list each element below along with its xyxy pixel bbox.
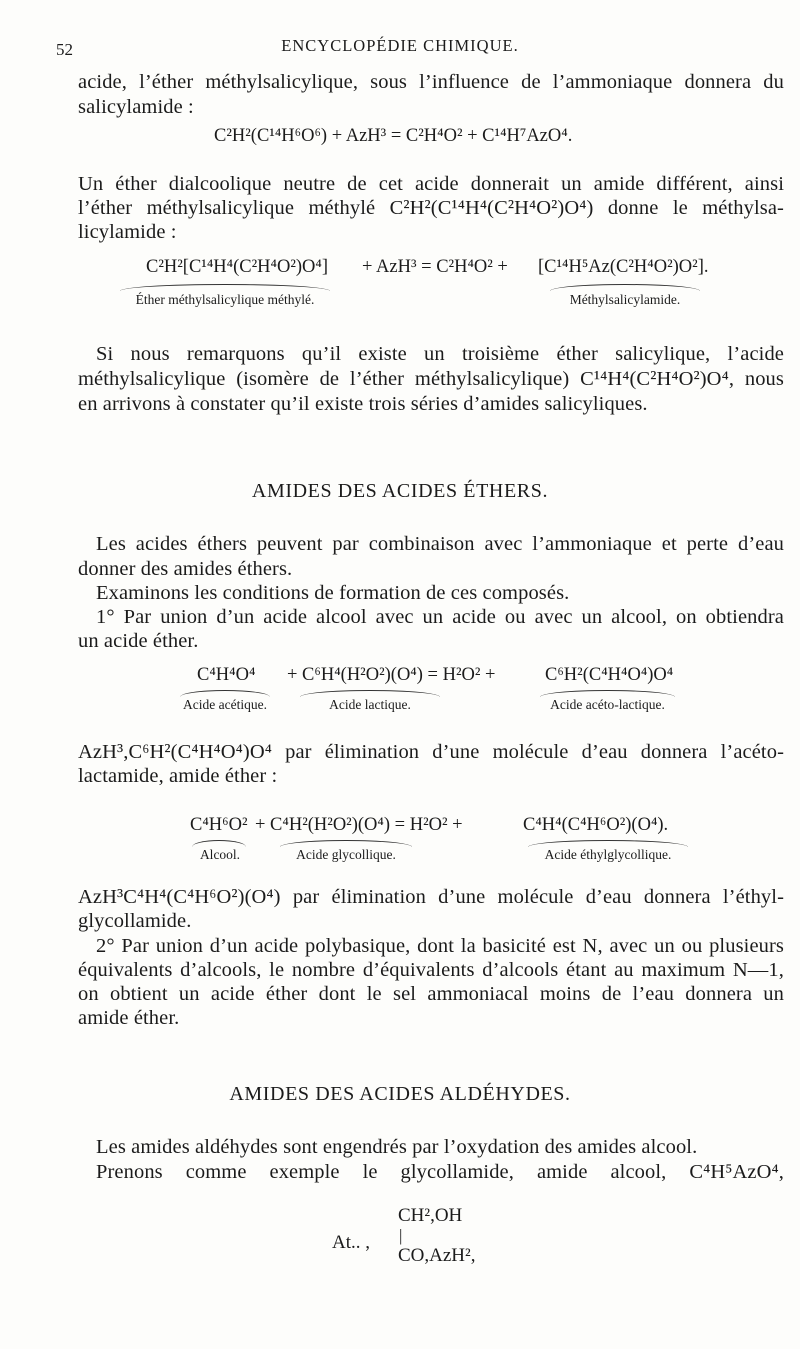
text-line: 2° Par union d’un acide polybasique, dont la basicité est N, avec un ou plusieurs — [96, 935, 784, 957]
structure-prefix: At.. , — [332, 1232, 370, 1253]
text-line: AzH³C⁴H⁴(C⁴H⁶O²)(O⁴) par élimination d’une molécule d’eau donnera l’éthyl- — [78, 886, 784, 908]
text-line: glycollamide. — [78, 910, 192, 932]
text-line: licylamide : — [78, 221, 177, 243]
section-heading: AMIDES DES ACIDES ÉTHERS. — [251, 480, 549, 502]
structure-bond: | — [399, 1226, 403, 1245]
text-line: Prenons comme exemple le glycollamide, amide alcool, C⁴H⁵AzO⁴, — [96, 1161, 784, 1183]
equation-salicylamide: C²H²(C¹⁴H⁶O⁶) + AzH³ = C²H⁴O² + C¹⁴H⁷AzO⁴. — [214, 126, 573, 146]
text-line: méthylsalicylique (isomère de l’éther méthylsalicylique) C¹⁴H⁴(C²H⁴O²)O⁴, nous — [78, 368, 784, 390]
formula-caption: Alcool. — [199, 847, 241, 862]
equation-formula-part: C⁴H⁶O² — [190, 815, 248, 835]
formula-caption: Acide lactique. — [329, 697, 411, 712]
equation-formula-part: + AzH³ = C²H⁴O² + — [362, 257, 508, 277]
equation-formula-part: C⁴H⁴(C⁴H⁶O²)(O⁴). — [523, 815, 669, 835]
underbrace — [550, 284, 700, 291]
formula-caption: Acide acéto-lactique. — [550, 697, 665, 712]
section-heading: AMIDES DES ACIDES ALDÉHYDES. — [229, 1083, 571, 1105]
text-line: on obtient un acide éther dont le sel ammoniacal moins de l’eau donnera un — [78, 983, 784, 1005]
text-line: 1° Par union d’un acide alcool avec un acide ou avec un alcool, on obtiendra — [96, 606, 784, 628]
formula-caption: Acide glycollique. — [296, 847, 396, 862]
underbrace — [280, 840, 412, 847]
structure-top-group: CH²,OH — [398, 1205, 463, 1226]
text-line: salicylamide : — [78, 96, 194, 118]
running-title: ENCYCLOPÉDIE CHIMIQUE. — [281, 36, 519, 55]
equation-formula-part: + C⁴H²(H²O²)(O⁴) = H²O² + — [255, 815, 463, 835]
text-line: un acide éther. — [78, 630, 199, 652]
equation-formula-part: [C¹⁴H⁵Az(C²H⁴O²)O²]. — [538, 257, 709, 277]
text-line: en arrivons à constater qu’il existe trois séries d’amides salicyliques. — [78, 393, 648, 415]
text-line: Les acides éthers peuvent par combinaison avec l’ammoniaque et perte d’eau — [96, 533, 784, 555]
formula-caption: Acide éthylglycollique. — [544, 847, 672, 862]
equation-formula-part: C⁶H²(C⁴H⁴O⁴)O⁴ — [545, 665, 674, 685]
text-line: Si nous remarquons qu’il existe un troisième éther salicylique, l’acide — [96, 343, 784, 365]
text-line: Les amides aldéhydes sont engendrés par l’oxydation des amides alcool. — [96, 1136, 698, 1158]
underbrace — [540, 690, 675, 697]
text-line: lactamide, amide éther : — [78, 765, 278, 787]
text-line: acide, l’éther méthylsalicylique, sous l’influence de l’ammoniaque donnera du — [78, 71, 784, 93]
underbrace — [300, 690, 440, 697]
text-line: équivalents d’alcools, le nombre d’équivalents d’alcools étant au maximum N—1, — [78, 959, 784, 981]
text-line: donner des amides éthers. — [78, 558, 293, 580]
equation-formula-part: C²H²[C¹⁴H⁴(C²H⁴O²)O⁴] — [146, 257, 328, 277]
underbrace — [192, 840, 246, 847]
equation-formula-part: + C⁶H⁴(H²O²)(O⁴) = H²O² + — [287, 665, 496, 685]
underbrace — [528, 840, 688, 847]
text-line: amide éther. — [78, 1007, 180, 1029]
structure-bottom-group: CO,AzH², — [398, 1245, 476, 1266]
text-line: Examinons les conditions de formation de ces composés. — [96, 582, 570, 604]
text-line: Un éther dialcoolique neutre de cet acide donnerait un amide différent, ainsi — [78, 173, 784, 195]
page-number: 52 — [56, 40, 73, 59]
text-line: AzH³,C⁶H²(C⁴H⁴O⁴)O⁴ par élimination d’une molécule d’eau donnera l’acéto- — [78, 741, 784, 763]
formula-caption: Méthylsalicylamide. — [569, 292, 681, 307]
underbrace — [180, 690, 270, 697]
text-line: l’éther méthylsalicylique méthylé C²H²(C¹⁴H⁴(C²H⁴O²)O⁴) donne le méthylsa- — [78, 197, 784, 219]
underbrace — [120, 284, 330, 291]
equation-formula-part: C⁴H⁴O⁴ — [197, 665, 256, 685]
formula-caption: Éther méthylsalicylique méthylé. — [135, 292, 315, 307]
formula-caption: Acide acétique. — [183, 697, 267, 712]
